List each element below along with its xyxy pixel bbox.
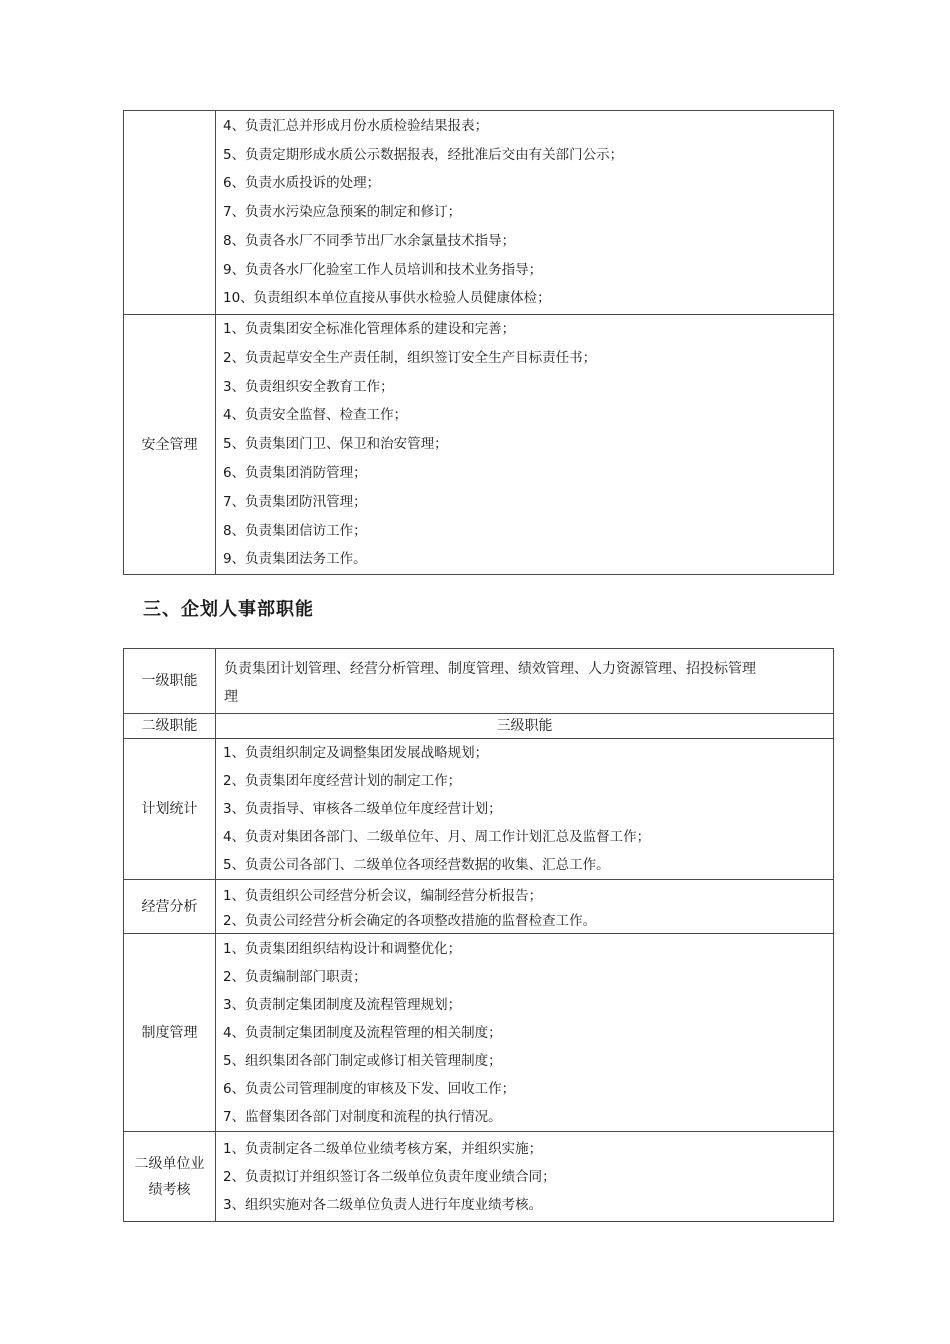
duty-line: 8、负责各水厂不同季节出厂水余氯量技术指导； <box>223 232 516 249</box>
duties-cell <box>216 880 834 934</box>
category-cell: 经营分析 <box>124 880 216 934</box>
duty-line: 2、负责编制部门职责； <box>223 968 367 985</box>
duty-line: 10、负责组织本单位直接从事供水检验人员健康体检； <box>223 290 551 307</box>
category-cell <box>124 1132 216 1222</box>
duty-line: 8、负责集团信访工作； <box>223 522 367 539</box>
duty-line: 5、负责公司各部门、二级单位各项经营数据的收集、汇总工作。 <box>223 857 610 873</box>
duty-line: 5、负责集团门卫、保卫和治安管理； <box>223 436 448 453</box>
category-cell: 安全管理 <box>124 315 216 575</box>
duties-cell <box>216 1132 834 1222</box>
duties-cell <box>216 315 834 575</box>
duties-cell <box>216 934 834 1132</box>
level3-header: 三级职能 <box>216 714 834 739</box>
duty-line: 4、负责对集团各部门、二级单位年、月、周工作计划汇总及监督工作； <box>223 829 651 845</box>
duty-line: 6、负责公司管理制度的审核及下发、回收工作； <box>223 1080 516 1097</box>
duties-table-continued <box>123 110 834 575</box>
table-row <box>124 934 834 1132</box>
category-cell <box>124 111 216 315</box>
duty-line: 5、组织集团各部门制定或修订相关管理制度； <box>223 1052 502 1069</box>
category-line: 绩考核 <box>148 1181 191 1198</box>
duty-line: 1、负责制定各二级单位业绩考核方案，并组织实施； <box>223 1140 543 1157</box>
table-row <box>124 880 834 934</box>
category-cell: 制度管理 <box>124 934 216 1132</box>
duty-line: 3、负责指导、审核各二级单位年度经营计划； <box>223 801 502 817</box>
duty-line: 9、负责各水厂化验室工作人员培训和技术业务指导； <box>223 261 543 278</box>
duty-line: 3、组织实施对各二级单位负责人进行年度业绩考核。 <box>223 1196 543 1213</box>
duty-line: 1、负责组织公司经营分析会议，编制经营分析报告； <box>223 888 543 904</box>
duty-line: 4、负责制定集团制度及流程管理的相关制度； <box>223 1024 502 1041</box>
duty-line: 2、负责拟订并组织签订各二级单位负责年度业绩合同； <box>223 1168 556 1185</box>
duty-line: 1、负责集团组织结构设计和调整优化； <box>223 940 462 957</box>
duty-line: 7、负责水污染应急预案的制定和修订； <box>223 204 462 221</box>
duty-line: 9、负责集团法务工作。 <box>223 551 367 568</box>
level1-text-tail: 理 <box>224 689 238 705</box>
table-row <box>124 649 834 714</box>
duty-line: 4、负责汇总并形成月份水质检验结果报表； <box>223 117 489 134</box>
duty-line: 2、负责集团年度经营计划的制定工作； <box>223 773 462 789</box>
level1-text <box>216 649 834 714</box>
duty-line: 5、负责定期形成水质公示数据报表，经批准后交由有关部门公示； <box>223 146 624 163</box>
duties-cell <box>216 111 834 315</box>
category-line: 二级单位业 <box>134 1155 205 1172</box>
duty-line: 6、负责集团消防管理； <box>223 464 367 481</box>
duty-line: 1、负责集团安全标准化管理体系的建设和完善； <box>223 321 516 337</box>
duty-line: 7、负责集团防汛管理； <box>223 493 367 510</box>
table-row <box>124 315 834 575</box>
duty-line: 2、负责公司经营分析会确定的各项整改措施的监督检查工作。 <box>223 913 597 929</box>
table-row <box>124 111 834 315</box>
duties-cell <box>216 739 834 880</box>
section-heading: 三、企划人事部职能 <box>143 599 314 620</box>
level1-label: 一级职能 <box>124 649 216 714</box>
duty-line: 3、负责制定集团制度及流程管理规划； <box>223 996 462 1013</box>
duty-line: 2、负责起草安全生产责任制，组织签订安全生产目标责任书； <box>223 349 597 366</box>
category-cell: 计划统计 <box>124 739 216 880</box>
level2-header: 二级职能 <box>124 714 216 739</box>
table-row <box>124 714 834 739</box>
duty-line: 3、负责组织安全教育工作； <box>223 378 394 395</box>
planning-hr-duties-table <box>123 648 834 1222</box>
duty-line: 6、负责水质投诉的处理； <box>223 175 381 192</box>
duty-line: 7、监督集团各部门对制度和流程的执行情况。 <box>223 1108 502 1125</box>
level1-text-main: 负责集团计划管理、经营分析管理、制度管理、绩效管理、人力资源管理、招投标管理 <box>224 661 756 677</box>
table-row <box>124 739 834 880</box>
duty-line: 1、负责组织制定及调整集团发展战略规划； <box>223 745 489 761</box>
duty-line: 4、负责安全监督、检查工作； <box>223 407 408 424</box>
table-row <box>124 1132 834 1222</box>
